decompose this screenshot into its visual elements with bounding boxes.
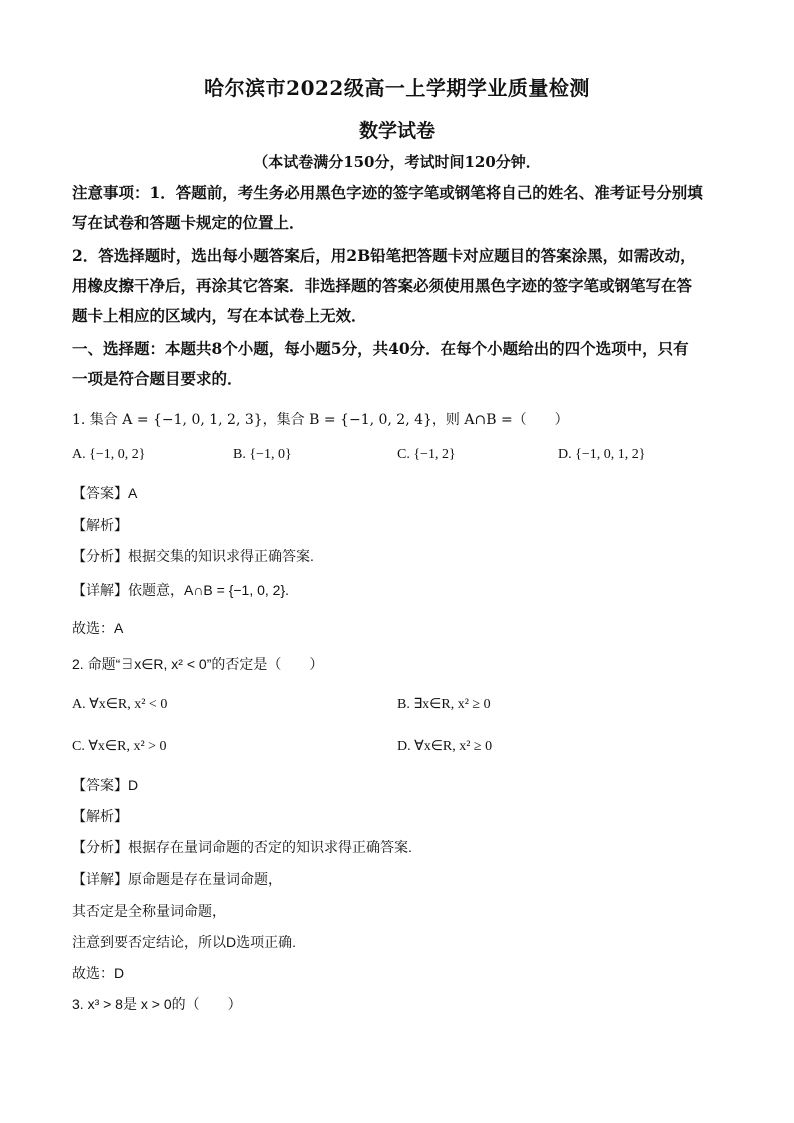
q3-stem: 3. x³ > 8是 x > 0的（ ） [72, 996, 242, 1012]
instruction-line-5: 题卡上相应的区域内，写在本试卷上无效． [72, 306, 367, 325]
section-heading-line-2: 一项是符合题目要求的． [72, 369, 243, 388]
q1-option-a: A. {−1, 0, 2} [72, 447, 146, 462]
section-heading-line-1: 一、选择题：本题共8个小题，每小题5分，共40分．在每个小题给出的四个选项中，只有 [72, 339, 689, 358]
q1-detail: 【详解】依题意，A∩B = {−1, 0, 2}. [72, 582, 290, 598]
q2-detail-3: 注意到要否定结论，所以D选项正确. [72, 934, 296, 950]
q2-option-a: A. ∀x∈R, x² < 0 [72, 697, 168, 712]
q1-stem: 1. 集合 A = {−1, 0, 1, 2, 3}，集合 B = {−1, 0, 2, 4}，则 A∩B =（ ） [72, 412, 569, 428]
q2-option-c: C. ∀x∈R, x² > 0 [72, 739, 167, 754]
q1-option-b: B. {−1, 0} [233, 447, 292, 462]
exam-note: （本试卷满分150分，考试时间120分钟． [253, 153, 541, 171]
q1-analysis: 【分析】根据交集的知识求得正确答案. [72, 548, 314, 564]
q2-stem: 2. 命题“∃x∈R, x² < 0”的否定是（ ） [72, 656, 324, 672]
q2-choice: 故选：D [72, 965, 125, 981]
instruction-line-4: 用橡皮擦干净后，再涂其它答案．非选择题的答案必须使用黑色字迹的签字笔或钢笔写在答 [72, 276, 693, 295]
q2-analysis-label: 【解析】 [72, 808, 128, 824]
q2-option-d: D. ∀x∈R, x² ≥ 0 [397, 739, 493, 754]
exam-subtitle: 数学试卷 [358, 120, 435, 142]
q2-answer: 【答案】D [72, 777, 139, 793]
q1-analysis-label: 【解析】 [72, 517, 128, 533]
instruction-line-3: 2．答选择题时，选出每小题答案后，用2B铅笔把答题卡对应题目的答案涂黑，如需改动， [72, 246, 696, 265]
instruction-line-1: 注意事项：1．答题前，考生务必用黑色字迹的签字笔或钢笔将自己的姓名、准考证号分别填 [72, 183, 703, 202]
instruction-line-2: 写在试卷和答题卡规定的位置上． [72, 213, 305, 232]
q2-option-b: B. ∃x∈R, x² ≥ 0 [397, 697, 491, 712]
q2-detail-2: 其否定是全称量词命题， [72, 903, 226, 919]
q2-detail: 【详解】原命题是存在量词命题， [72, 871, 282, 887]
exam-title: 哈尔滨市2022级高一上学期学业质量检测 [204, 76, 590, 100]
q1-option-c: C. {−1, 2} [397, 447, 456, 462]
q1-choice: 故选：A [72, 620, 124, 636]
q1-answer: 【答案】A [72, 485, 138, 501]
q1-option-d: D. {−1, 0, 1, 2} [558, 447, 646, 462]
q2-analysis: 【分析】根据存在量词命题的否定的知识求得正确答案. [72, 839, 412, 855]
